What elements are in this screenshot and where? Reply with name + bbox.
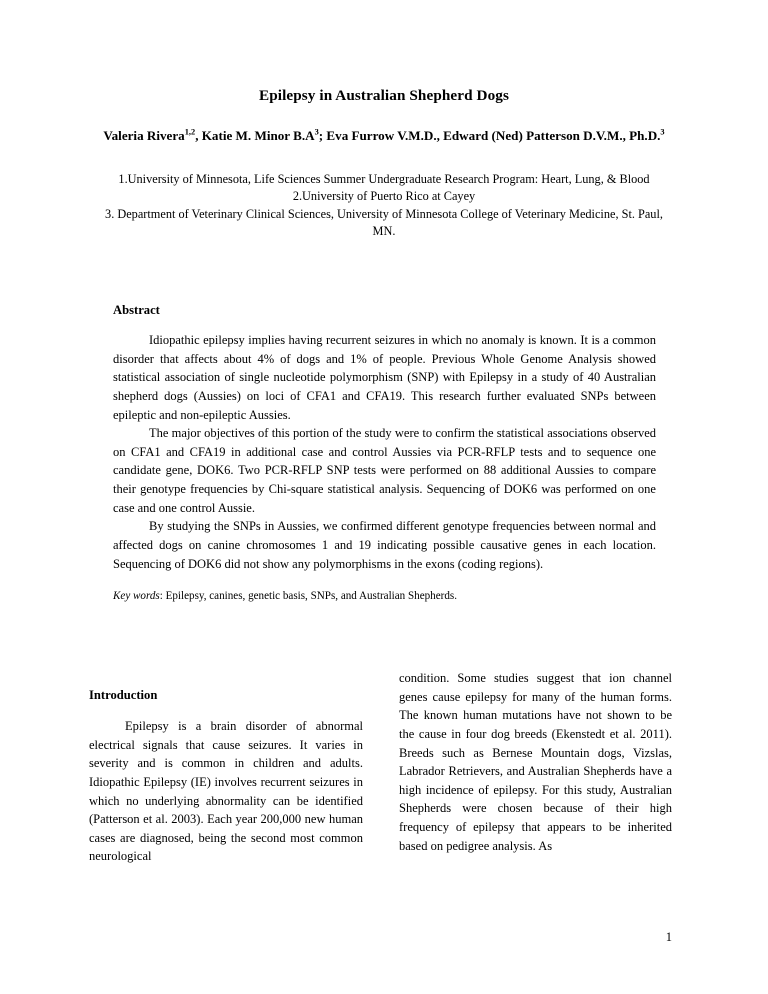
abstract-paragraph: By studying the SNPs in Aussies, we confirmed different genotype frequencies between normal and affected dogs on canine chromosomes 1 and 19 indicating possible causative genes in each location. Sequencing of DOK6 did not show any polymorphisms in the exons (coding regions). (113, 519, 656, 571)
introduction-paragraph-left: Epilepsy is a brain disorder of abnormal electrical signals that cause seizures. It varies in severity and is common in children and adults. Idiopathic Epilepsy (IE) involves recurrent seizures in which no underlying abnormality can be identified (Patterson et al. 2003). Each year 200,000 new human cases are diagnosed, being the second most common neurological (89, 719, 363, 864)
author-affiliation-marker-1: 1,2 (184, 127, 196, 137)
author-affiliation-marker-3: 3 (660, 127, 665, 137)
affiliation-item: 3. Department of Veterinary Clinical Sciences, University of Minnesota College of Veterinary Medicine, St. Paul, MN. (105, 206, 663, 239)
abstract-section (113, 303, 656, 605)
page-number: 1 (665, 930, 672, 944)
introduction-heading: Introduction (89, 688, 158, 702)
page-title: Epilepsy in Australian Shepherd Dogs (258, 87, 510, 104)
abstract-paragraph: The major objectives of this portion of the study were to confirm the statistical associations observed on CFA1 and CFA19 in additional case and control Aussies via PCR-RFLP tests and to sequence one candidate gene, DOK6. Two PCR-RFLP SNP tests were performed on 88 additional Aussies to compare their genotype frequencies by Chi-square statistical analysis. Sequencing of DOK6 was performed on one case and one control Aussie. (113, 426, 656, 515)
affiliation-item: 2.University of Puerto Rico at Cayey (292, 189, 476, 204)
body-column-right (399, 669, 672, 855)
author-names-part-2: , Katie M. Minor B.A (195, 128, 315, 143)
author-names-part-3: ; Eva Furrow V.M.D., Edward (Ned) Patterson D.V.M., Ph.D. (318, 128, 661, 143)
keywords-label: Key words (113, 590, 160, 603)
introduction-paragraph-right: condition. Some studies suggest that ion channel genes cause epilepsy for many of the human forms. The known human mutations have not shown to be the cause in four dog breeds (Ekenstedt et al. 2011). Breeds such as Bernese Mountain dogs, Vizslas, Labrador Retrievers, and Australian Shepherds have a high incidence of epilepsy. For this study, Australian Shepherds were chosen because of their high frequency of epilepsy that appears to be inherited based on pedigree analysis. As (399, 671, 672, 853)
abstract-paragraph: Idiopathic epilepsy implies having recurrent seizures in which no anomaly is known. It is a common disorder that affects about 4% of dogs and 1% of people. Previous Whole Genome Analysis showed statistical association of single nucleotide polymorphism (SNP) with Epilepsy in a study of 40 Australian shepherd dogs (Aussies) on loci of CFA1 and CFA19. This research further evaluated SNPs between epileptic and non-epileptic Aussies. (113, 333, 656, 422)
body-column-left (89, 688, 363, 866)
author-list (96, 127, 672, 146)
abstract-heading: Abstract (113, 303, 160, 317)
affiliation-item: 1.University of Minnesota, Life Sciences Summer Undergraduate Research Program: Heart, Lung, & Blood (118, 171, 650, 186)
affiliation-list (96, 171, 672, 241)
keywords-value: : Epilepsy, canines, genetic basis, SNPs, and Australian Shepherds. (159, 590, 457, 603)
author-affiliation-marker-2: 3 (314, 127, 319, 137)
author-names-part-1: Valeria Rivera (103, 128, 185, 143)
title-block (96, 86, 672, 241)
keywords-line (113, 589, 656, 605)
